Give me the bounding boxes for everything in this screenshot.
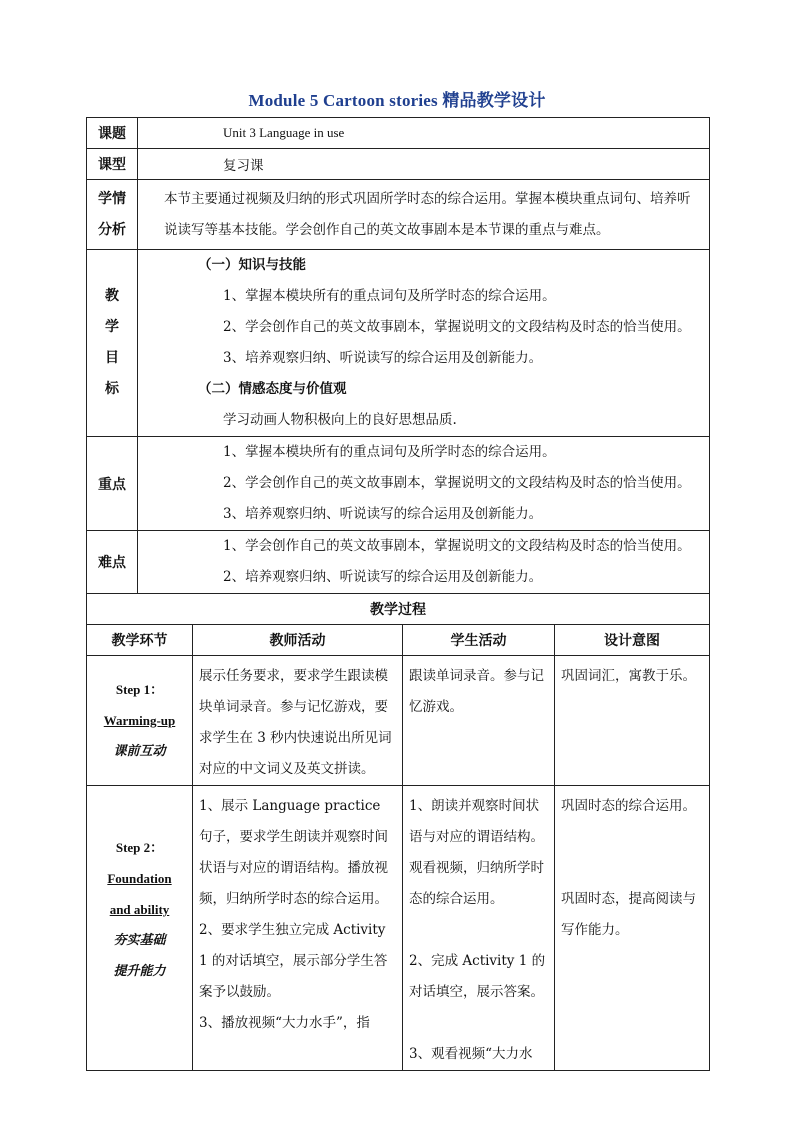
step1-row bbox=[87, 656, 710, 786]
topic-row bbox=[87, 118, 710, 149]
process-heading: 教学过程 bbox=[87, 594, 710, 625]
goals-item: 1、掌握本模块所有的重点词句及所学时态的综合运用。 bbox=[223, 288, 556, 304]
step2-name: and ability bbox=[109, 902, 170, 917]
process-heading-row bbox=[87, 594, 710, 625]
goals-section-heading: （一）知识与技能 bbox=[198, 257, 306, 273]
goals-section-heading: （二）情感态度与价值观 bbox=[198, 381, 347, 397]
difficult-points-content bbox=[138, 531, 710, 594]
step1-intent: 巩固词汇，寓教于乐。 bbox=[555, 656, 710, 786]
step2-teacher-item: 3、播放视频“大力水手”，指 bbox=[199, 1015, 370, 1031]
step2-cn: 夯实基础 bbox=[113, 933, 166, 948]
type-label: 课型 bbox=[87, 149, 138, 180]
key-points-content bbox=[138, 437, 710, 531]
process-header-row bbox=[87, 625, 710, 656]
goals-row bbox=[87, 250, 710, 437]
step1-cn: 课前互动 bbox=[113, 744, 166, 759]
step2-intent-item: 巩固时态，提高阅读与写作能力。 bbox=[561, 891, 696, 938]
step2-stage bbox=[87, 786, 193, 1071]
column-header-student: 学生活动 bbox=[403, 625, 555, 656]
step2-teacher-item: 2、要求学生独立完成 Activity 1 的对话填空，展示部分学生答案予以鼓励。 bbox=[199, 922, 388, 1000]
goals-item: 2、学会创作自己的英文故事剧本，掌握说明文的文段结构及时态的恰当使用。 bbox=[223, 319, 691, 335]
step1-teacher: 展示任务要求，要求学生跟读模块单词录音。参与记忆游戏，要求学生在 3 秒内快速说出所见词对应的中文词义及英文拼读。 bbox=[193, 656, 403, 786]
step1-student: 跟读单词录音。参与记忆游戏。 bbox=[403, 656, 555, 786]
key-points-row bbox=[87, 437, 710, 531]
goals-item: 3、培养观察归纳、听说读写的综合运用及创新能力。 bbox=[223, 350, 543, 366]
topic-value: Unit 3 Language in use bbox=[138, 118, 710, 149]
topic-label: 课题 bbox=[87, 118, 138, 149]
step2-teacher-item: 1、展示 Language practice 句子，要求学生朗读并观察时间状语与对应的谓语结构。播放视频，归纳所学时态的综合运用。 bbox=[199, 798, 388, 907]
difficult-points-row bbox=[87, 531, 710, 594]
step2-intent bbox=[555, 786, 710, 1071]
step1-stage bbox=[87, 656, 193, 786]
step2-name: Foundation bbox=[107, 871, 172, 886]
goals-label-char: 标 bbox=[105, 381, 119, 397]
difficult-point-item: 1、学会创作自己的英文故事剧本，掌握说明文的文段结构及时态的恰当使用。 bbox=[223, 538, 691, 554]
step2-row bbox=[87, 786, 710, 1071]
goals-label bbox=[87, 250, 138, 437]
step2-intent-item: 巩固时态的综合运用。 bbox=[561, 798, 696, 814]
type-value: 复习课 bbox=[138, 149, 710, 180]
difficult-points-label: 难点 bbox=[87, 531, 138, 594]
goals-label-char: 教 bbox=[105, 288, 119, 304]
lesson-plan-table bbox=[86, 117, 710, 1071]
step2-student-item: 2、完成 Activity 1 的对话填空，展示答案。 bbox=[409, 953, 546, 1000]
goals-item: 学习动画人物积极向上的良好思想品质. bbox=[223, 412, 457, 428]
step2-cn: 提升能力 bbox=[113, 964, 166, 979]
step1-name: Warming-up bbox=[103, 713, 176, 728]
goals-content bbox=[138, 250, 710, 437]
step2-student-item: 3、观看视频“大力水 bbox=[409, 1046, 533, 1062]
goals-label-char: 学 bbox=[105, 319, 119, 335]
key-point-item: 2、学会创作自己的英文故事剧本，掌握说明文的文段结构及时态的恰当使用。 bbox=[223, 475, 691, 491]
analysis-label-2: 分析 bbox=[98, 221, 126, 238]
difficult-point-item: 2、培养观察归纳、听说读写的综合运用及创新能力。 bbox=[223, 569, 543, 585]
step2-teacher bbox=[193, 786, 403, 1071]
key-point-item: 3、培养观察归纳、听说读写的综合运用及创新能力。 bbox=[223, 506, 543, 522]
analysis-row bbox=[87, 180, 710, 250]
key-point-item: 1、掌握本模块所有的重点词句及所学时态的综合运用。 bbox=[223, 444, 556, 460]
column-header-teacher: 教师活动 bbox=[193, 625, 403, 656]
column-header-stage: 教学环节 bbox=[87, 625, 193, 656]
key-points-label: 重点 bbox=[87, 437, 138, 531]
analysis-text: 本节主要通过视频及归纳的形式巩固所学时态的综合运用。掌握本模块重点词句、培养听说读写等基本技能。学会创作自己的英文故事剧本是本节课的重点与难点。 bbox=[138, 180, 710, 250]
column-header-intent: 设计意图 bbox=[555, 625, 710, 656]
analysis-label bbox=[87, 180, 138, 250]
goals-label-char: 目 bbox=[105, 350, 119, 366]
step2-student bbox=[403, 786, 555, 1071]
document-title: Module 5 Cartoon stories 精品教学设计 bbox=[248, 91, 546, 110]
type-row bbox=[87, 149, 710, 180]
step2-student-item: 1、朗读并观察时间状语与对应的谓语结构。观看视频，归纳所学时态的综合运用。 bbox=[409, 798, 544, 907]
step1-label: Step 1： bbox=[115, 682, 164, 697]
step2-label: Step 2： bbox=[115, 840, 164, 855]
analysis-label-1: 学情 bbox=[98, 190, 126, 207]
